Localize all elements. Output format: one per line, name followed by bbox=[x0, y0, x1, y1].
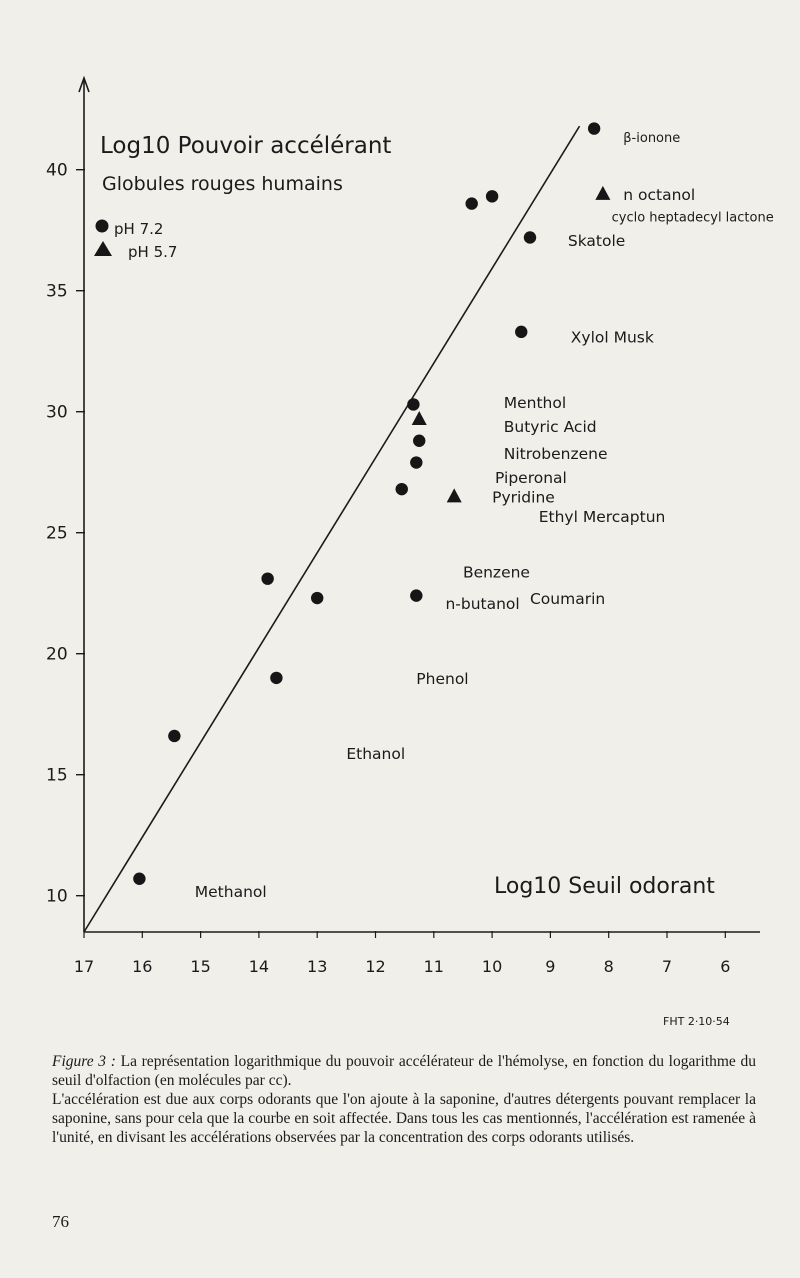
data-point-circle bbox=[311, 592, 323, 604]
annotation-label: Menthol bbox=[503, 394, 567, 413]
y-tick-label: 15 bbox=[46, 765, 68, 786]
page-number: 76 bbox=[52, 1212, 69, 1231]
x-tick-label: 7 bbox=[661, 957, 673, 976]
figure-label: Figure 3 : bbox=[52, 1053, 116, 1070]
x-tick-label: 12 bbox=[365, 957, 386, 976]
signature: FHT 2·10·54 bbox=[663, 1015, 730, 1028]
y-tick-label: 20 bbox=[46, 644, 68, 665]
annotation-label: Benzene bbox=[462, 563, 530, 582]
annotation-label: Pyridine bbox=[492, 488, 555, 507]
x-tick-label: 10 bbox=[481, 957, 503, 976]
annotation-label: cyclo heptadecyl lactone bbox=[611, 210, 774, 226]
x-axis-label: Log10 Seuil odorant bbox=[494, 874, 715, 899]
chart-subtitle: Globules rouges humains bbox=[102, 173, 343, 195]
data-point-circle bbox=[270, 672, 282, 684]
legend-label-ph57: pH 5.7 bbox=[128, 243, 178, 261]
caption-paragraph-2: L'accélération est due aux corps odorants que l'on ajoute à la saponine, d'autres détergents pouvant remplacer la saponine, sans pour cela que la courbe en soit affectée. Dans tous les cas mentionnés, l'accélération est ramenée à l'unité, en divisant les accélérations observées par la concentration des corps odorants utilisés. bbox=[52, 1091, 756, 1146]
data-point-circle bbox=[413, 435, 425, 447]
annotation-label: n octanol bbox=[623, 185, 696, 204]
y-tick-label: 35 bbox=[46, 281, 68, 302]
data-point-circle bbox=[407, 398, 419, 410]
data-point-circle bbox=[261, 572, 273, 584]
x-tick-label: 17 bbox=[73, 957, 95, 976]
data-point-circle bbox=[396, 483, 408, 495]
x-tick-label: 13 bbox=[307, 957, 328, 976]
y-tick-label: 40 bbox=[46, 160, 68, 181]
annotation-label: Phenol bbox=[416, 669, 469, 688]
x-tick-label: 6 bbox=[720, 957, 731, 976]
data-point-circle bbox=[133, 873, 145, 885]
data-point-triangle bbox=[447, 488, 462, 502]
annotation-label: Xylol Musk bbox=[570, 328, 654, 347]
data-point-triangle bbox=[412, 411, 427, 425]
data-point-circle bbox=[168, 730, 180, 742]
chart-title: Log10 Pouvoir accélérant bbox=[100, 133, 392, 159]
x-tick-label: 11 bbox=[423, 957, 444, 976]
x-tick-label: 8 bbox=[603, 957, 614, 976]
legend-marker-triangle bbox=[94, 241, 112, 256]
annotation-label: Coumarin bbox=[529, 590, 606, 609]
data-point-circle bbox=[410, 589, 422, 601]
annotation-label: Butyric Acid bbox=[503, 418, 597, 437]
annotation-label: Methanol bbox=[194, 882, 267, 901]
annotation-label: Ethyl Mercaptun bbox=[538, 507, 666, 526]
y-tick-label: 25 bbox=[46, 523, 68, 544]
legend-marker-circle bbox=[96, 220, 109, 233]
data-point-circle bbox=[410, 456, 422, 468]
caption-text: La représentation logarithmique du pouvoir accélérateur de l'hémolyse, en fonction du logarithme du seuil d'olfaction (en molécules par cc). bbox=[52, 1053, 757, 1089]
legend-label-ph72: pH 7.2 bbox=[114, 220, 164, 238]
annotation-label: Ethanol bbox=[346, 744, 406, 763]
annotation-label: Piperonal bbox=[495, 469, 567, 488]
y-tick-label: 30 bbox=[46, 402, 68, 423]
annotation-label: Skatole bbox=[567, 231, 626, 250]
annotation-label: β-ionone bbox=[623, 130, 681, 146]
data-point-circle bbox=[465, 197, 477, 209]
y-tick-label: 10 bbox=[46, 886, 68, 907]
x-tick-label: 14 bbox=[248, 957, 270, 976]
annotation-label: Nitrobenzene bbox=[503, 444, 608, 463]
data-point-circle bbox=[515, 326, 527, 338]
x-tick-label: 9 bbox=[545, 957, 556, 976]
data-point-circle bbox=[588, 122, 600, 134]
data-point-circle bbox=[524, 231, 536, 243]
data-point-triangle bbox=[595, 186, 610, 200]
annotation-label: n-butanol bbox=[445, 594, 520, 613]
figure-caption bbox=[52, 1052, 756, 1147]
x-tick-label: 16 bbox=[132, 957, 153, 976]
data-point-circle bbox=[486, 190, 498, 202]
x-tick-label: 15 bbox=[190, 957, 211, 976]
